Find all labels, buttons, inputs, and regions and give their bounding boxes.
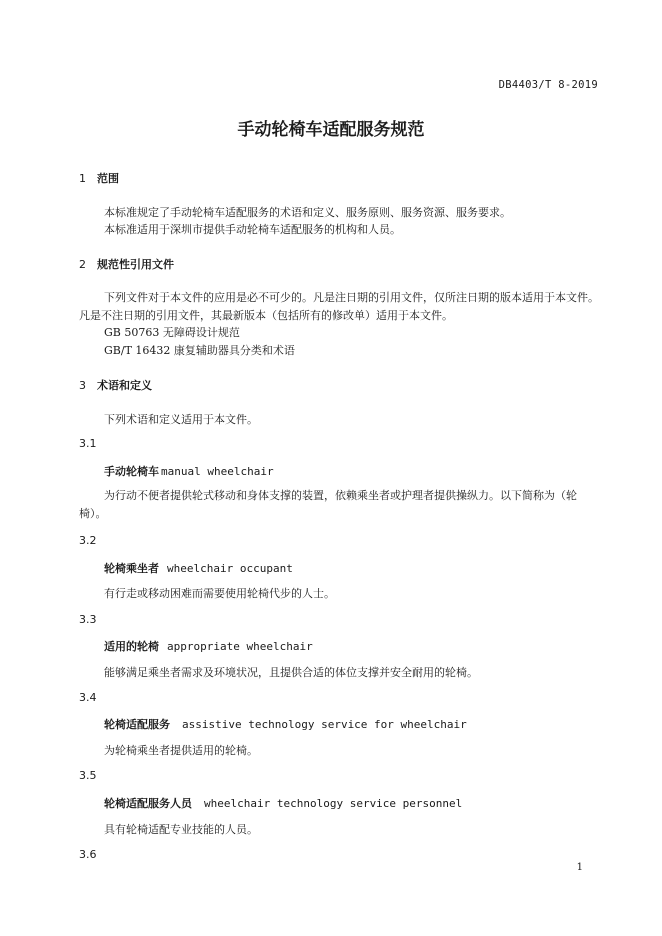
section-number: 1 — [79, 172, 86, 185]
term-heading — [104, 560, 293, 576]
term-number: 3.1 — [79, 437, 97, 450]
section-title: 规范性引用文件 — [97, 258, 174, 271]
term-definition: 为行动不便者提供轮式移动和身体支撑的装置，依赖乘坐者或护理者提供操纵力。以下简称为（轮椅）。 — [79, 489, 577, 520]
term-heading — [104, 795, 462, 811]
paragraph: 下列术语和定义适用于本文件。 — [104, 413, 258, 426]
term-number: 3.3 — [79, 613, 97, 626]
section-heading-normative-references — [79, 256, 174, 272]
term-en: appropriate wheelchair — [167, 640, 313, 653]
term-number: 3.2 — [79, 534, 97, 547]
term-en: wheelchair technology service personnel — [204, 797, 463, 810]
term-definition: 为轮椅乘坐者提供适用的轮椅。 — [104, 744, 258, 757]
term-zh: 轮椅乘坐者 — [104, 562, 159, 575]
document-title: 手动轮椅车适配服务规范 — [237, 120, 425, 140]
term-number: 3.5 — [79, 769, 97, 782]
term-en: manual wheelchair — [161, 465, 274, 478]
section-number: 3 — [79, 379, 86, 392]
term-definition: 能够满足乘坐者需求及环境状况，且提供合适的体位支撑并安全耐用的轮椅。 — [104, 666, 478, 679]
term-zh: 适用的轮椅 — [104, 640, 159, 653]
section-number: 2 — [79, 258, 86, 271]
reference-item: GB 50763 无障碍设计规范 — [104, 326, 240, 339]
term-definition: 具有轮椅适配专业技能的人员。 — [104, 823, 258, 836]
term-en: wheelchair occupant — [167, 562, 293, 575]
section-heading-terms — [79, 377, 152, 393]
paragraph: 本标准适用于深圳市提供手动轮椅车适配服务的机构和人员。 — [104, 223, 401, 236]
term-heading — [104, 638, 313, 654]
term-heading — [104, 716, 467, 732]
paragraph: 本标准规定了手动轮椅车适配服务的术语和定义、服务原则、服务资源、服务要求。 — [104, 206, 511, 219]
term-zh: 轮椅适配服务 — [104, 718, 170, 731]
paragraph: 下列文件对于本文件的应用是必不可少的。凡是注日期的引用文件，仅所注日期的版本适用于本文件。凡是不注日期的引用文件，其最新版本（包括所有的修改单）适用于本文件。 — [79, 291, 599, 322]
section-heading-scope — [79, 170, 119, 186]
section-title: 术语和定义 — [97, 379, 152, 392]
document-code: DB4403/T 8-2019 — [498, 79, 598, 91]
term-en: assistive technology service for wheelchair — [182, 718, 467, 731]
term-zh: 手动轮椅车 — [104, 465, 159, 478]
page-number: 1 — [576, 862, 583, 873]
term-number: 3.4 — [79, 691, 97, 704]
term-zh: 轮椅适配服务人员 — [104, 797, 192, 810]
term-definition: 有行走或移动困难而需要使用轮椅代步的人士。 — [104, 587, 335, 600]
section-title: 范围 — [97, 172, 119, 185]
term-heading — [104, 463, 274, 479]
term-number: 3.6 — [79, 848, 97, 861]
reference-item: GB/T 16432 康复辅助器具分类和术语 — [104, 344, 295, 357]
